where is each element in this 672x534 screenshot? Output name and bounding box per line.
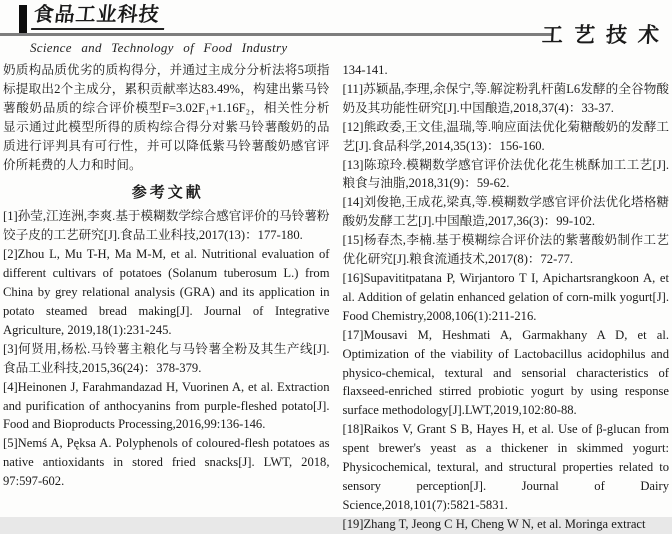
reference-item-1: [1]孙莹,江连洲,李爽.基于模糊数学综合感官评价的马铃薯粉饺子皮的工艺研究[J].食品工业科技,2017(13)：177-180.	[3, 209, 330, 243]
reference-item-13: [13]陈琼玲.模糊数学感官评价法优化花生桃酥加工工艺[J].粮食与油脂,2018,31(9)：59-62.	[342, 157, 669, 191]
reference-item-18: [18]Raikos V, Grant S B, Hayes H, et al. Use of β-glucan from spent brewer's yeast as a thickener in skimmed yogurt: Physicochemical, textural, and structural properties related to sensory perception[J]. Journal of Dairy Science,2018,101(7):5821-5831.	[342, 422, 669, 512]
reference-item-4: [4]Heinonen J, Farahmandazad H, Vuorinen A, et al. Extraction and purification of anthocyanins from purple-fleshed potato[J]. Food and Bioproducts Processing,2016,99:136-146.	[3, 379, 330, 432]
journal-logo: 食品工业科技	[31, 2, 167, 30]
right-column	[342, 61, 670, 531]
reference-item-19: [19]Zhang T, Jeong C H, Cheng W N, et al. Moringa extract	[342, 516, 646, 531]
journal-logo-bar	[19, 5, 27, 34]
reference-item-5: [5]Nemś A, Pęksa A. Polyphenols of coloured-flesh potatoes as native antioxidants in stored fried snacks[J]. LWT, 2018, 97:597-602.	[3, 436, 330, 489]
reference-item-2: [2]Zhou L, Mu T-H, Ma M-M, et al. Nutritional evaluation of different cultivars of potatoes (Solanum tuberosum L.) from China by grey relational analysis (GRA) and its application in potato steamed bread making[J]. Journal of Integrative Agriculture, 2019,18(1):231-245.	[3, 247, 330, 337]
reference-item-16: [16]Supavititpatana P, Wirjantoro T I, Apichartsrangkoon A, et al. Addition of gelatin enhanced gelation of corn-milk yogurt[J]. Food Chemistry,2008,106(1):211-216.	[342, 270, 669, 323]
reference-item-17: [17]Mousavi M, Heshmati A, Garmakhany A D, et al. Optimization of the viability of Lactobacillus acidophilus and physico-chemical, textural and sensorial characteristics of flaxseed-enriched stirred probiotic yogurt by using response surface methodology[J].LWT,2019,102:80-88.	[342, 327, 669, 418]
journal-name-english: Science and Technology of Food Industry	[30, 40, 288, 55]
section-label: 工艺技术	[541, 23, 671, 47]
reference-item-3: [3]何贤用,杨松.马铃薯主粮化与马铃薯全粉及其生产线[J].食品工业科技,2015,36(24)：378-379.	[3, 341, 330, 375]
reference-item-12: [12]熊政委,王文佳,温瑞,等.响应面法优化菊糖酸奶的发酵工艺[J].食品科学,2014,35(13)：156-160.	[342, 119, 669, 153]
reference-item-15: [15]杨春杰,李楠.基于模糊综合评价法的紫薯酸奶制作工艺优化研究[J].粮食流通技术,2017(8)：72-77.	[342, 233, 669, 267]
reference-item-11: [11]苏颖晶,李理,余保宁,等.解淀粉乳杆菌L6发酵的全谷物酸奶及其功能性研究[J].中国酿造,2018,37(4)：33-37.	[342, 81, 669, 115]
references-heading: 参考文献	[131, 185, 204, 202]
header-rule	[0, 33, 553, 36]
left-column	[3, 61, 330, 517]
reference-item-14: [14]刘俊艳,王成花,梁真,等.模糊数学感官评价法优化塔格糖酸奶发酵工艺[J].中国酿造,2017,36(3)：99-102.	[342, 195, 669, 229]
reference-continuation: 134-141.	[342, 63, 388, 77]
content-columns	[0, 61, 672, 531]
intro-paragraph: 奶质构品质优劣的质构得分，并通过主成分分析法将5项指标提取出2个主成分，累积贡献率达83.49%，构建出紫马铃薯酸奶品质的综合评价模型F=3.02F₁+1.16F₂，相关性分析显示通过此模型所得的质构综合得分对紫马铃薯酸奶的品质进行评判具有可行性，并可以降低紫马铃薯酸奶感官评价所耗费的人力和时间。	[3, 63, 330, 172]
